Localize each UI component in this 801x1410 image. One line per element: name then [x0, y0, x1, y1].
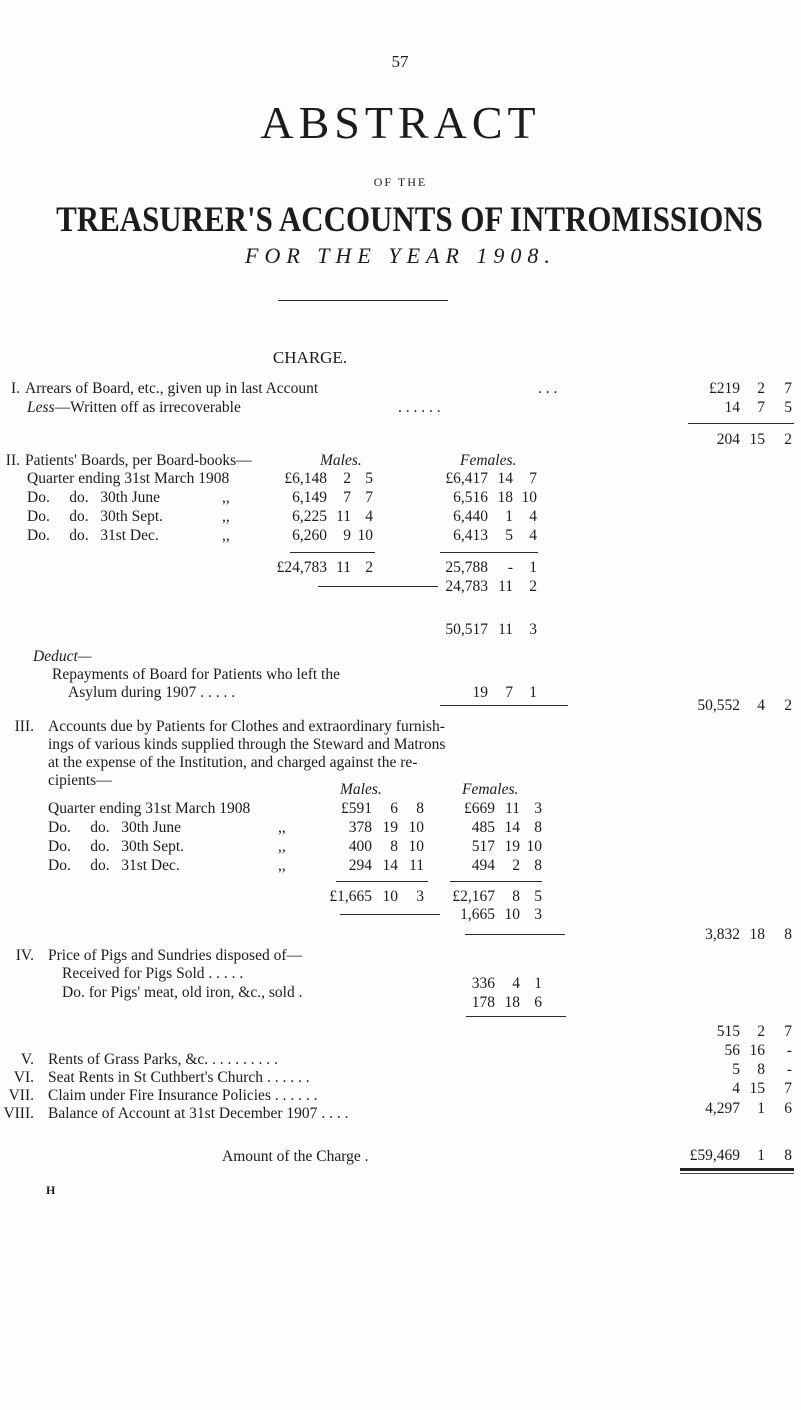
amount-shillings: - [507, 559, 513, 576]
amount-pence: 11 [409, 857, 424, 874]
amount-pounds: £669 [464, 800, 495, 817]
amount-pounds: 178 [471, 994, 495, 1011]
amount-pence: 3 [416, 888, 424, 905]
row-ditto: ,, [222, 489, 230, 506]
amount-shillings: 7 [343, 489, 351, 506]
amount-pence: 7 [784, 1023, 792, 1040]
item-label [48, 1087, 317, 1105]
year-line: FOR THE YEAR 1908. [245, 243, 556, 268]
amount-pounds: £2,167 [452, 888, 495, 905]
row-ditto: ,, [278, 857, 286, 874]
sec3-carry-rule [340, 914, 440, 915]
amount-pounds: 14 [724, 399, 740, 416]
sec3-line4: cipients— [48, 772, 112, 789]
row-label: Do. do. 30th June [48, 819, 182, 836]
amount-pounds: 485 [471, 819, 495, 836]
amount-pounds: 494 [471, 857, 495, 874]
sec1-leader: . . . [538, 380, 558, 397]
amount-pence: 1 [534, 975, 542, 992]
amount-pounds: 204 [716, 431, 740, 448]
amount-shillings: 9 [343, 527, 351, 544]
row-ditto: ,, [222, 508, 230, 525]
amount-pence: 7 [365, 489, 373, 506]
amount-shillings: 10 [382, 888, 398, 905]
sec4-row1-text: Received for Pigs Sold [62, 965, 205, 982]
total-double-rule-2 [680, 1173, 794, 1174]
amount-pence: - [786, 1061, 792, 1078]
sec3-net-rule [465, 934, 565, 935]
amount-pence: 2 [529, 578, 537, 595]
row-label: Quarter ending 31st March 1908 [48, 800, 251, 817]
sec2-col-males: Males. [320, 452, 362, 469]
sec3-line1: Accounts due by Patients for Clothes and extraordinary furnish- [48, 718, 445, 735]
amount-pounds: 25,788 [445, 559, 488, 576]
written-off-text: —Written off as irrecoverable [54, 399, 241, 416]
sec3-line3: at the expense of the Institution, and charged against the re- [48, 754, 418, 771]
title: ABSTRACT [260, 97, 541, 148]
deduct-label: Deduct— [33, 648, 92, 665]
sec3-males-rule [336, 881, 428, 882]
sec3-col-males: Males. [340, 781, 382, 798]
amount-pence: 5 [784, 399, 792, 416]
amount-shillings: 16 [749, 1042, 765, 1059]
amount-shillings: 11 [336, 559, 351, 576]
sec2-males-rule [290, 552, 375, 553]
amount-shillings: 2 [512, 857, 520, 874]
amount-shillings: 8 [390, 838, 398, 855]
item-label [48, 1069, 310, 1087]
item-label-text: Claim under Fire Insurance Policies [48, 1087, 271, 1104]
row-label: Do. do. 30th Sept. [27, 508, 164, 525]
leader-dots: . . . . [317, 1105, 349, 1122]
sec4-row2-text: Do. for Pigs' meat, old iron, &c., sold [62, 984, 295, 1001]
sec3-col-females: Females. [462, 781, 519, 798]
amount-shillings: 14 [382, 857, 398, 874]
amount-pounds: 515 [716, 1023, 740, 1040]
item-num: V. [20, 1051, 34, 1068]
sec1-line2 [27, 399, 241, 417]
amount-shillings: 11 [498, 621, 513, 638]
amount-shillings: 10 [504, 906, 520, 923]
signature-letter: H [46, 1183, 56, 1197]
amount-shillings: 19 [504, 838, 520, 855]
sec4-line1: Price of Pigs and Sundries disposed of— [48, 947, 303, 964]
amount-pence: 5 [534, 888, 542, 905]
amount-pounds: 517 [471, 838, 495, 855]
amount-shillings: 4 [757, 697, 765, 714]
sec1-leader2: . . . . . . [398, 399, 441, 416]
amount-pence: 7 [784, 380, 792, 397]
item-label-text: Balance of Account at 31st December 1907 [48, 1105, 318, 1122]
leader-dots: . [294, 984, 303, 1001]
amount-pounds: £24,783 [276, 559, 327, 576]
row-ditto: ,, [278, 838, 286, 855]
sec4-rule [466, 1016, 566, 1017]
amount-shillings: 14 [497, 470, 513, 487]
total-label [222, 1148, 369, 1166]
item-label-text: Rents of Grass Parks, &c. [48, 1051, 209, 1068]
amount-pounds: 6,260 [292, 527, 327, 544]
amount-pounds: 56 [724, 1042, 740, 1059]
amount-shillings: 4 [512, 975, 520, 992]
amount-pence: 8 [784, 926, 792, 943]
amount-pence: 7 [784, 1080, 792, 1097]
amount-pounds: 3,832 [705, 926, 740, 943]
amount-pounds: £6,148 [284, 470, 327, 487]
amount-shillings: 2 [757, 380, 765, 397]
amount-pounds: 19 [472, 684, 488, 701]
amount-shillings: 5 [505, 527, 513, 544]
row-ditto: ,, [278, 819, 286, 836]
amount-shillings: 14 [504, 819, 520, 836]
amount-shillings: 15 [749, 1080, 765, 1097]
row-label: Do. do. 31st Dec. [27, 527, 159, 544]
amount-pounds: 6,516 [453, 489, 488, 506]
sec1-num: I. [10, 380, 20, 397]
sec4-num: IV. [15, 947, 34, 964]
sec4-row2 [62, 984, 302, 1002]
amount-pence: 1 [529, 559, 537, 576]
sec3-line2: ings of various kinds supplied through the Steward and Matrons [48, 736, 446, 753]
leader-dots: . . . . . . [270, 1087, 318, 1104]
amount-pence: 3 [529, 621, 537, 638]
amount-pence: 2 [784, 431, 792, 448]
deduct-line1: Repayments of Board for Patients who left the [52, 666, 340, 683]
leader-dots: . [360, 1148, 369, 1165]
amount-shillings: 7 [757, 399, 765, 416]
amount-pence: 8 [534, 857, 542, 874]
amount-pounds: £1,665 [329, 888, 372, 905]
amount-pence: 4 [529, 508, 537, 525]
sec4-row1 [62, 965, 243, 983]
amount-pounds: £591 [341, 800, 372, 817]
amount-pence: 1 [529, 684, 537, 701]
amount-pence: - [786, 1042, 792, 1059]
amount-pence: 5 [365, 470, 373, 487]
amount-shillings: 18 [497, 489, 513, 506]
amount-shillings: 2 [757, 1023, 765, 1040]
amount-shillings: 8 [512, 888, 520, 905]
amount-pounds: 6,440 [453, 508, 488, 525]
amount-shillings: 1 [757, 1100, 765, 1117]
amount-shillings: 8 [757, 1061, 765, 1078]
item-label [48, 1051, 278, 1069]
sec3-females-rule [450, 881, 542, 882]
amount-shillings: 1 [757, 1147, 765, 1164]
amount-shillings: 2 [343, 470, 351, 487]
amount-pounds: 6,413 [453, 527, 488, 544]
amount-pence: 4 [529, 527, 537, 544]
page-number: 57 [391, 52, 409, 71]
amount-shillings: 1 [505, 508, 513, 525]
leader-dots: . . . . . [204, 965, 244, 982]
amount-pounds: £59,469 [689, 1147, 740, 1164]
sec2-net-rule [538, 705, 568, 706]
sec2-col-females: Females. [460, 452, 517, 469]
less-label: Less [27, 399, 55, 416]
amount-shillings: 7 [505, 684, 513, 701]
sec2-deduct-rule [440, 705, 538, 706]
amount-pence: 7 [529, 470, 537, 487]
amount-pence: 2 [784, 697, 792, 714]
deduct-text: Asylum during 1907 [68, 684, 197, 701]
amount-pounds: 378 [348, 819, 372, 836]
row-ditto: ,, [222, 527, 230, 544]
amount-pence: 10 [408, 838, 424, 855]
amount-pounds: 4 [732, 1080, 740, 1097]
amount-pence: 4 [365, 508, 373, 525]
amount-pence: 10 [521, 489, 537, 506]
row-label: Do. do. 30th Sept. [48, 838, 185, 855]
total-label-text: Amount of the Charge [222, 1148, 361, 1165]
amount-pounds: 50,517 [445, 621, 488, 638]
item-label [48, 1105, 348, 1123]
row-label: Do. do. 30th June [27, 489, 161, 506]
amount-pence: 3 [534, 906, 542, 923]
amount-pounds: 400 [348, 838, 372, 855]
row-label: Quarter ending 31st March 1908 [27, 470, 230, 487]
item-label-text: Seat Rents in St Cuthbert's Church [48, 1069, 264, 1086]
amount-pounds: 6,149 [292, 489, 327, 506]
item-num: VII. [8, 1087, 34, 1104]
amount-pounds: 4,297 [705, 1100, 740, 1117]
amount-shillings: 11 [505, 800, 520, 817]
leader-dots: . . . . . [196, 684, 236, 701]
sec2-females-rule [440, 552, 538, 553]
amount-pence: 10 [526, 838, 542, 855]
amount-shillings: 6 [390, 800, 398, 817]
amount-shillings: 11 [336, 508, 351, 525]
sec2-heading: Patients' Boards, per Board-books— [25, 452, 252, 469]
amount-pounds: 6,225 [292, 508, 327, 525]
sec1-rule [688, 423, 794, 424]
amount-shillings: 11 [498, 578, 513, 595]
subtitle: TREASURER'S ACCOUNTS OF INTROMISSIONS [56, 199, 763, 239]
amount-pence: 10 [408, 819, 424, 836]
amount-pence: 8 [784, 1147, 792, 1164]
amount-pounds: 5 [732, 1061, 740, 1078]
amount-pence: 8 [534, 819, 542, 836]
sec2-num: II. [5, 452, 20, 469]
amount-pounds: £6,417 [445, 470, 488, 487]
amount-shillings: 15 [749, 431, 765, 448]
amount-pounds: £219 [709, 380, 740, 397]
amount-pence: 2 [365, 559, 373, 576]
title-rule [278, 300, 448, 301]
amount-pounds: 294 [348, 857, 372, 874]
item-num: VIII. [3, 1105, 34, 1122]
amount-pence: 10 [357, 527, 373, 544]
sec1-line1: Arrears of Board, etc., given up in last Account [25, 380, 319, 397]
deduct-line2 [68, 684, 235, 702]
amount-shillings: 18 [749, 926, 765, 943]
amount-pence: 3 [534, 800, 542, 817]
item-num: VI. [13, 1069, 34, 1086]
of-the-label: OF THE [373, 175, 428, 189]
leader-dots: . . . . . . [263, 1069, 310, 1086]
amount-pence: 6 [784, 1100, 792, 1117]
row-label: Do. do. 31st Dec. [48, 857, 180, 874]
amount-shillings: 19 [382, 819, 398, 836]
amount-pounds: 1,665 [460, 906, 495, 923]
sec3-num: III. [14, 718, 34, 735]
charge-heading: CHARGE. [272, 348, 348, 367]
leader-dots: . . . . . . . . . [208, 1051, 278, 1068]
amount-pence: 6 [534, 994, 542, 1011]
amount-pounds: 50,552 [697, 697, 740, 714]
total-double-rule [680, 1168, 794, 1171]
amount-pounds: 336 [471, 975, 495, 992]
amount-pence: 8 [416, 800, 424, 817]
amount-pounds: 24,783 [445, 578, 488, 595]
amount-shillings: 18 [504, 994, 520, 1011]
